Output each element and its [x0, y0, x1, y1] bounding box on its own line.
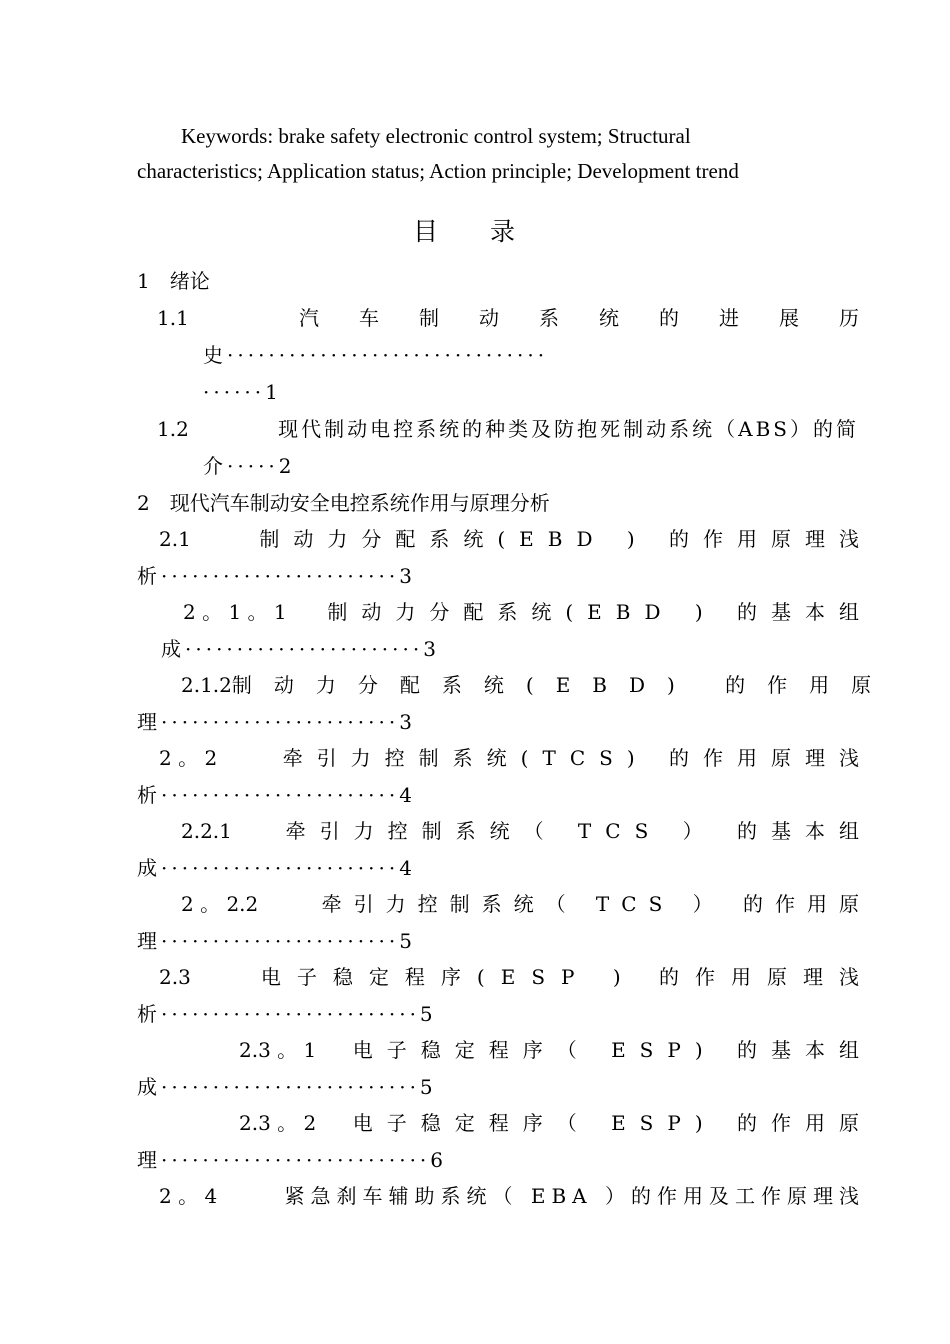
toc-entry-2-3-2-leader: 理··························6	[137, 1148, 448, 1172]
toc-entry-2-1-1-leader: 成·······················3	[161, 637, 440, 661]
keywords-line-2: characteristics; Application status; Action principle; Development trend	[137, 159, 739, 183]
toc-entry-2-2-1-leader: 成·······················4	[137, 856, 416, 880]
toc-title: 目 录	[413, 217, 537, 246]
toc-entry-2-3-2: 2.3 。 2 电子稳定程序（ ESP) 的作用原	[239, 1111, 873, 1135]
toc-entry-2-2: 2 。 2 牵引力控制系统(TCS) 的作用原理浅	[159, 746, 873, 770]
toc-chapter-2: 2 现代汽车制动安全电控系统作用与原理分析	[137, 491, 550, 515]
toc-entry-2-2-1: 2.2.1 牵引力控制系统（ TCS ） 的基本组	[181, 819, 873, 843]
toc-entry-2-2-2: 2 。 2.2 牵引力控制系统（ TCS ） 的作用原	[181, 892, 871, 916]
toc-entry-2-2-2-leader: 理·······················5	[137, 929, 416, 953]
toc-entry-1-2: 1.2 现代制动电控系统的种类及防抱死制动系统（ABS）的简	[157, 417, 859, 441]
toc-entry-2-3-1-leader: 成·························5	[137, 1075, 437, 1099]
toc-entry-2-4: 2 。 4 紧急刹车辅助系统（ EBA ）的作用及工作原理浅	[159, 1184, 865, 1208]
toc-entry-2-3-leader: 析·························5	[137, 1002, 437, 1026]
toc-entry-2-3: 2.3 电子稳定程序(ESP ) 的作用原理浅	[159, 965, 875, 989]
toc-entry-2-1-2: 2.1.2 制动力分配系统(EBD) 的作用原	[181, 673, 894, 697]
toc-entry-2-1-2-leader: 理·······················3	[137, 710, 416, 734]
toc-entry-1-1-page: ······1	[203, 380, 282, 404]
toc-entry-2-1-1: 2 。 1 。 1 制动力分配系统(EBD ) 的基本组	[183, 600, 873, 624]
toc-entry-2-1-leader: 析·······················3	[137, 564, 416, 588]
toc-entry-2-3-1: 2.3 。 1 电子稳定程序（ ESP) 的基本组	[239, 1038, 873, 1062]
toc-entry-1-1: 1.1 汽车制动系统的进展历	[157, 306, 899, 330]
toc-entry-2-2-leader: 析·······················4	[137, 783, 416, 807]
keywords-paragraph	[137, 119, 817, 189]
toc-entry-1-2-leader: 介·····2	[203, 454, 296, 478]
toc-chapter-1: 1 绪论	[137, 269, 210, 293]
keywords-line-1: Keywords: brake safety electronic control system; Structural	[181, 124, 691, 148]
toc-entry-1-1-leader: 史·······························	[203, 343, 549, 367]
toc-entry-2-1: 2.1 制动力分配系统(EBD ) 的作用原理浅	[159, 527, 873, 551]
